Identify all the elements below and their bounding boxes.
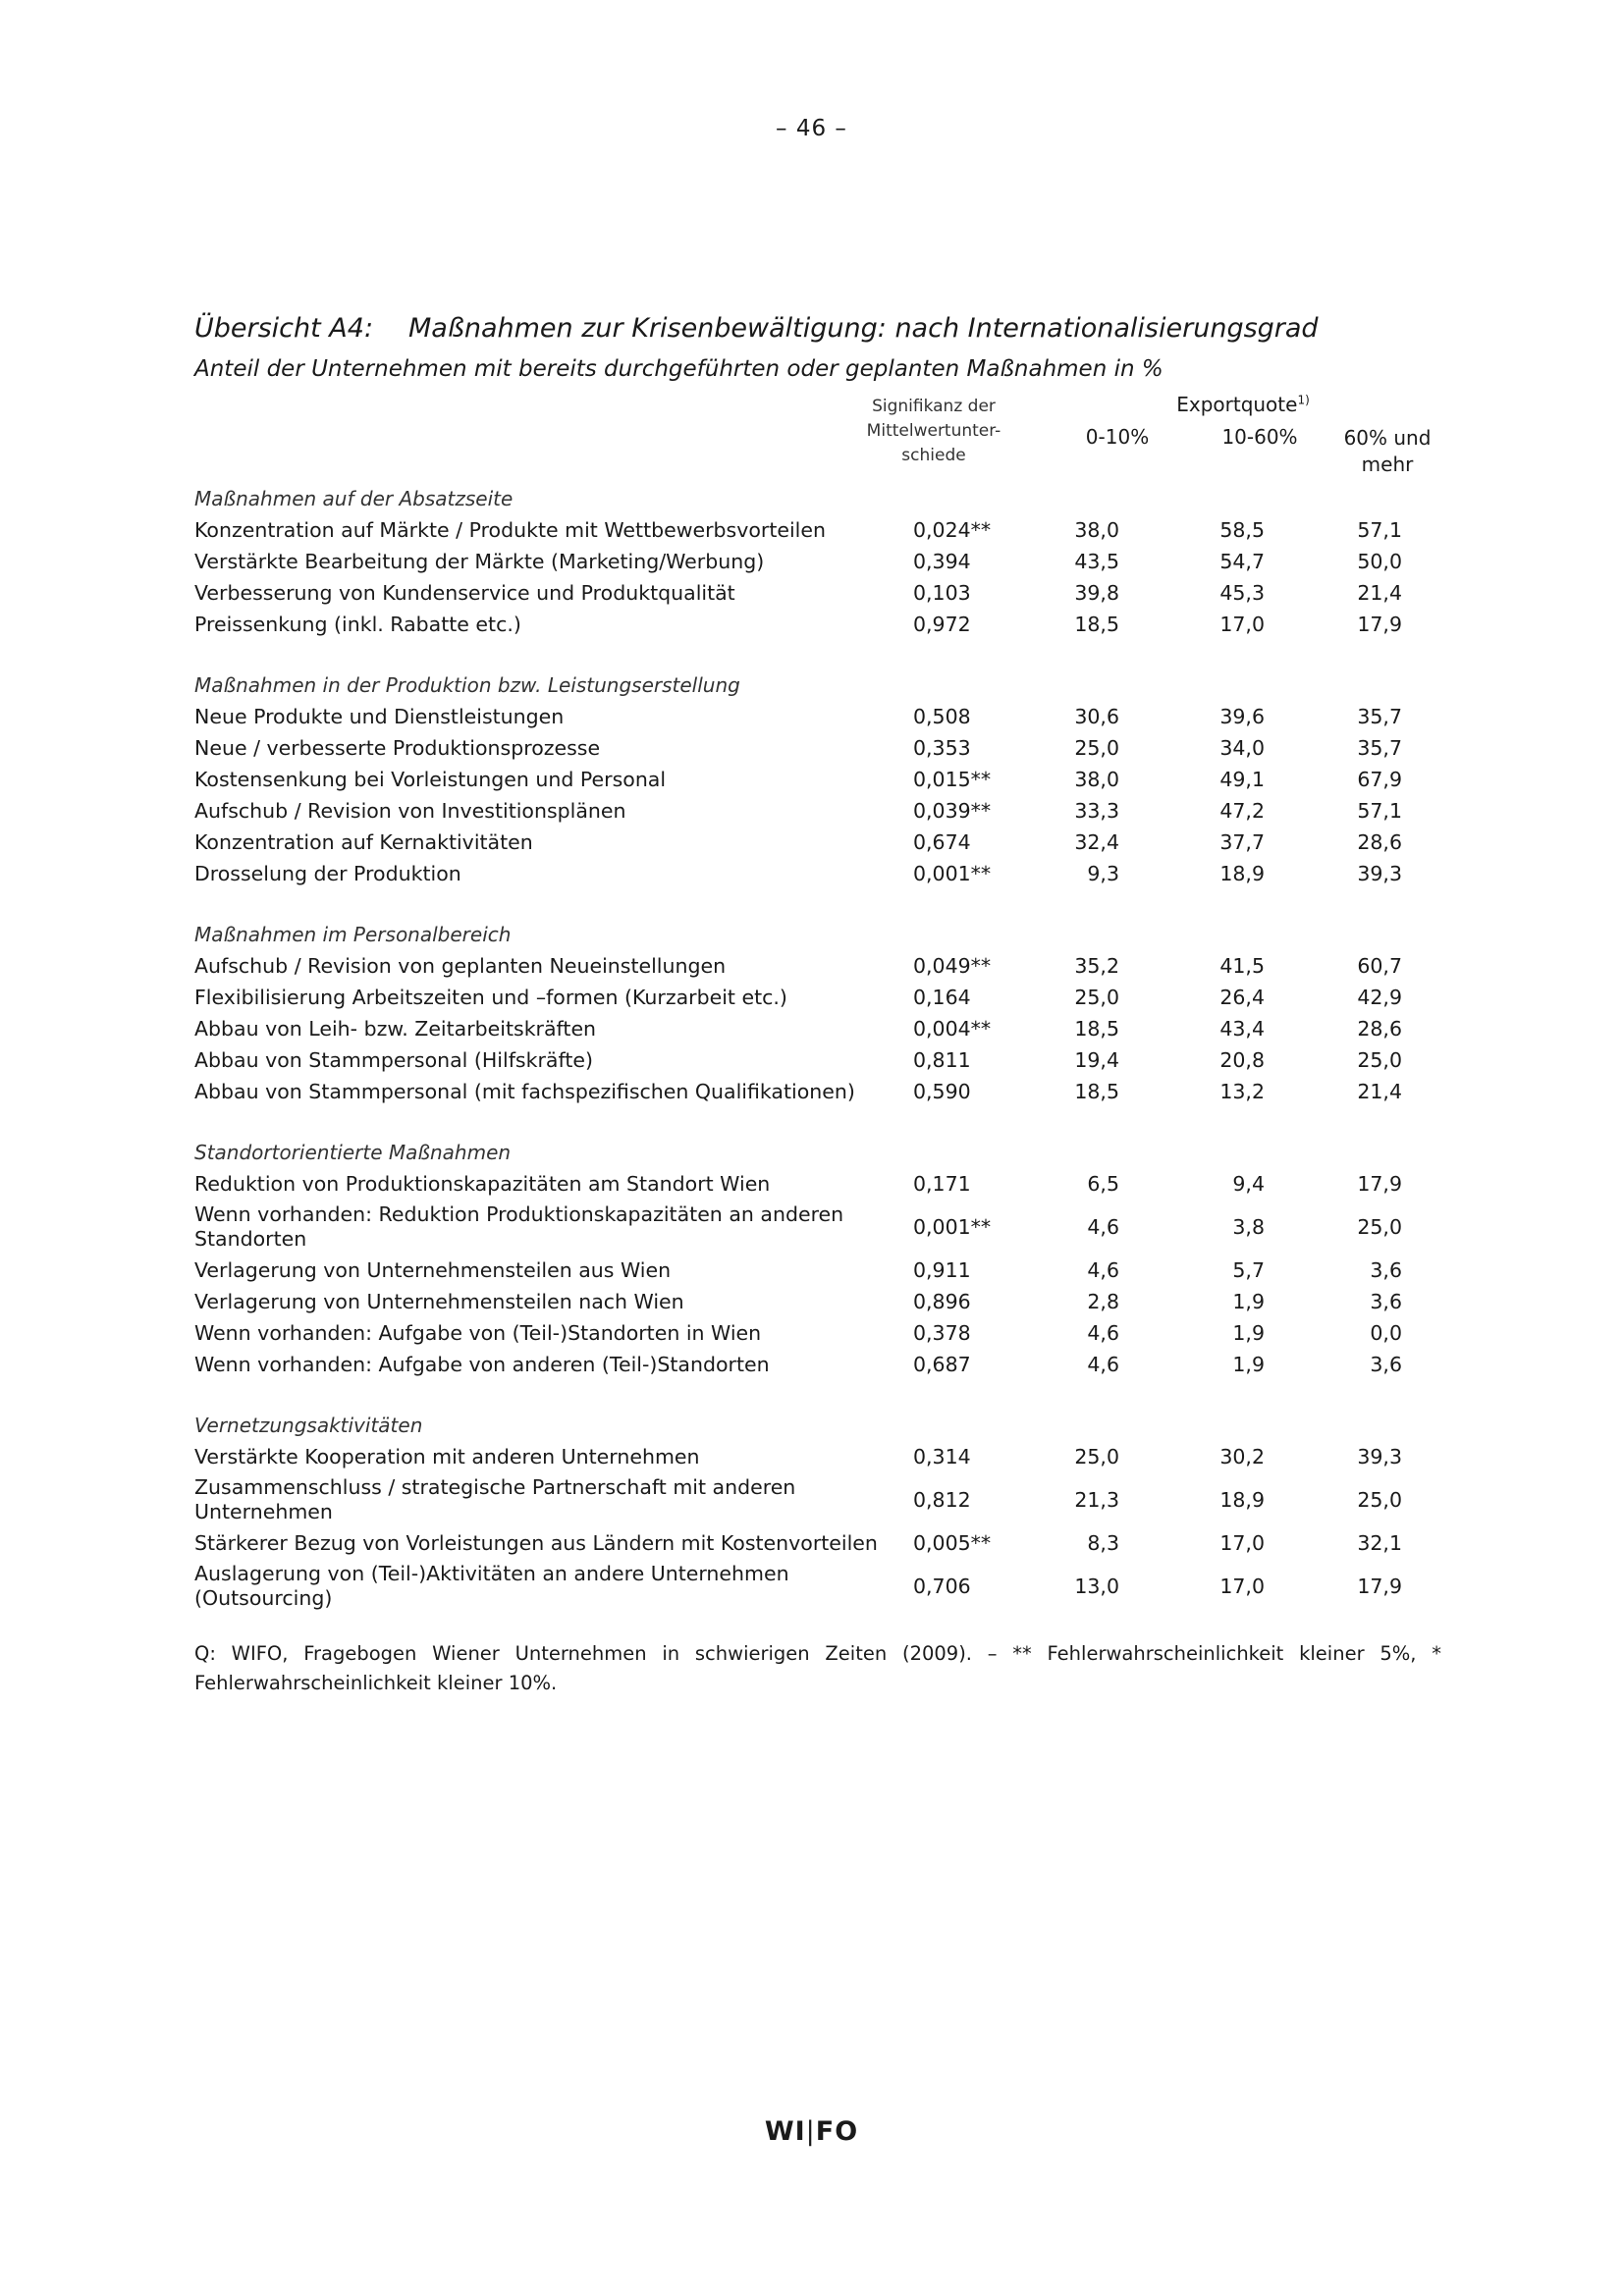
cell-label: Verlagerung von Unternehmensteilen nach Wien xyxy=(194,1289,684,1313)
cell-v3: 67,9 xyxy=(1357,768,1402,791)
table-row xyxy=(194,1349,1441,1380)
cell-v2: 45,3 xyxy=(1219,581,1265,605)
cell-v2: 49,1 xyxy=(1219,768,1265,791)
header-col3-line1: 60% und xyxy=(1343,426,1432,450)
header-export-note: 1) xyxy=(1297,393,1310,407)
section-title: Maßnahmen im Personalbereich xyxy=(194,923,512,946)
table-row xyxy=(194,1255,1441,1286)
table-section xyxy=(194,669,1441,889)
cell-v1: 33,3 xyxy=(1074,799,1119,823)
cell-v2: 39,6 xyxy=(1219,705,1265,728)
cell-sig: 0,812 xyxy=(913,1488,971,1512)
cell-label: Konzentration auf Kernaktivitäten xyxy=(194,829,533,854)
cell-sig: 0,353 xyxy=(913,736,971,760)
header-col2: 10-60% xyxy=(1221,425,1298,449)
logo-right: FO xyxy=(815,2116,859,2147)
table-label: Übersicht A4: xyxy=(194,313,374,344)
cell-v3: 3,6 xyxy=(1370,1290,1402,1313)
header-col1: 0-10% xyxy=(1085,425,1150,449)
cell-v3: 39,3 xyxy=(1357,1445,1402,1468)
cell-v1: 9,3 xyxy=(1087,862,1119,885)
wifo-logo xyxy=(0,2116,1623,2147)
cell-v3: 32,1 xyxy=(1357,1531,1402,1555)
cell-v3: 28,6 xyxy=(1357,1017,1402,1041)
cell-label: Verstärkte Kooperation mit anderen Unternehmen xyxy=(194,1444,700,1468)
cell-label: Aufschub / Revision von geplanten Neueinstellungen xyxy=(194,953,727,978)
cell-v2: 13,2 xyxy=(1219,1080,1265,1103)
cell-v1: 4,6 xyxy=(1087,1353,1119,1376)
cell-label: Verlagerung von Unternehmensteilen aus Wien xyxy=(194,1257,672,1282)
header-sig-line1: Signifikanz der xyxy=(872,397,996,416)
cell-sig: 0,039** xyxy=(913,799,992,823)
table-row xyxy=(194,514,1441,546)
cell-v3: 21,4 xyxy=(1357,1080,1402,1103)
table-body xyxy=(194,483,1441,1614)
table-section xyxy=(194,1410,1441,1614)
cell-label: Abbau von Leih- bzw. Zeitarbeitskräften xyxy=(194,1016,597,1041)
cell-v3: 50,0 xyxy=(1357,550,1402,573)
cell-label: Drosselung der Produktion xyxy=(194,861,461,885)
cell-v3: 17,9 xyxy=(1357,613,1402,636)
cell-v2: 18,9 xyxy=(1219,1488,1265,1512)
cell-v3: 57,1 xyxy=(1357,518,1402,542)
cell-sig: 0,378 xyxy=(913,1321,971,1345)
cell-label: Reduktion von Produktionskapazitäten am Standort Wien xyxy=(194,1171,771,1196)
table-row xyxy=(194,982,1441,1013)
header-sig-line2: Mittelwertunter- xyxy=(866,421,1001,441)
table-row xyxy=(194,546,1441,577)
cell-v3: 3,6 xyxy=(1370,1353,1402,1376)
data-table xyxy=(194,393,1441,1698)
cell-v2: 54,7 xyxy=(1219,550,1265,573)
table-row xyxy=(194,858,1441,889)
cell-v3: 57,1 xyxy=(1357,799,1402,823)
cell-v1: 6,5 xyxy=(1087,1172,1119,1196)
cell-v3: 35,7 xyxy=(1357,736,1402,760)
cell-v2: 26,4 xyxy=(1219,986,1265,1009)
cell-v1: 32,4 xyxy=(1074,830,1119,854)
cell-sig: 0,508 xyxy=(913,705,971,728)
cell-v2: 3,8 xyxy=(1232,1215,1265,1239)
cell-sig: 0,687 xyxy=(913,1353,971,1376)
header-sig-line3: schiede xyxy=(901,446,966,465)
cell-label: Wenn vorhanden: Aufgabe von anderen (Teil-)Standorten xyxy=(194,1352,770,1376)
section-title: Maßnahmen in der Produktion bzw. Leistungserstellung xyxy=(194,673,740,697)
cell-v2: 43,4 xyxy=(1219,1017,1265,1041)
cell-v3: 25,0 xyxy=(1357,1488,1402,1512)
table-row xyxy=(194,1168,1441,1200)
cell-label: Verbesserung von Kundenservice und Produktqualität xyxy=(194,580,735,605)
cell-v3: 0,0 xyxy=(1370,1321,1402,1345)
table-row xyxy=(194,1286,1441,1317)
table-row xyxy=(194,732,1441,764)
cell-v1: 18,5 xyxy=(1074,613,1119,636)
table-row xyxy=(194,577,1441,609)
cell-v3: 17,9 xyxy=(1357,1575,1402,1598)
table-header xyxy=(194,393,1441,483)
table-row xyxy=(194,1317,1441,1349)
cell-label: Abbau von Stammpersonal (mit fachspezifischen Qualifikationen) xyxy=(194,1079,855,1103)
cell-v3: 21,4 xyxy=(1357,581,1402,605)
cell-sig: 0,674 xyxy=(913,830,971,854)
cell-label: Kostensenkung bei Vorleistungen und Personal xyxy=(194,767,667,791)
cell-v2: 41,5 xyxy=(1219,954,1265,978)
header-export xyxy=(1145,393,1341,416)
cell-v3: 3,6 xyxy=(1370,1258,1402,1282)
cell-label: Aufschub / Revision von Investitionsplänen xyxy=(194,798,626,823)
cell-v3: 25,0 xyxy=(1357,1048,1402,1072)
table-row xyxy=(194,1527,1441,1559)
cell-sig: 0,005** xyxy=(913,1531,992,1555)
cell-sig: 0,049** xyxy=(913,954,992,978)
cell-sig: 0,314 xyxy=(913,1445,971,1468)
cell-v1: 18,5 xyxy=(1074,1080,1119,1103)
cell-sig: 0,001** xyxy=(913,1215,992,1239)
table-section xyxy=(194,483,1441,640)
cell-v1: 38,0 xyxy=(1074,768,1119,791)
table-row xyxy=(194,1441,1441,1472)
cell-label: Abbau von Stammpersonal (Hilfskräfte) xyxy=(194,1047,593,1072)
cell-label: Flexibilisierung Arbeitszeiten und –formen (Kurzarbeit etc.) xyxy=(194,985,787,1009)
table-section xyxy=(194,919,1441,1107)
cell-label: Neue Produkte und Dienstleistungen xyxy=(194,704,565,728)
cell-v1: 4,6 xyxy=(1087,1215,1119,1239)
header-col3-line2: mehr xyxy=(1361,453,1414,476)
table-title-text: Maßnahmen zur Krisenbewältigung: nach Internationalisierungsgrad xyxy=(408,313,1319,344)
cell-sig: 0,394 xyxy=(913,550,971,573)
cell-v1: 35,2 xyxy=(1074,954,1119,978)
cell-v2: 37,7 xyxy=(1219,830,1265,854)
table-row xyxy=(194,609,1441,640)
table-row xyxy=(194,1013,1441,1044)
cell-label: Neue / verbesserte Produktionsprozesse xyxy=(194,735,601,760)
cell-v2: 18,9 xyxy=(1219,862,1265,885)
cell-v3: 39,3 xyxy=(1357,862,1402,885)
section-title: Vernetzungsaktivitäten xyxy=(194,1414,423,1437)
cell-v2: 17,0 xyxy=(1219,613,1265,636)
section-title: Standortorientierte Maßnahmen xyxy=(194,1141,512,1164)
cell-sig: 0,015** xyxy=(913,768,992,791)
table-row xyxy=(194,795,1441,827)
cell-label: Wenn vorhanden: Aufgabe von (Teil-)Standorten in Wien xyxy=(194,1320,762,1345)
cell-v2: 17,0 xyxy=(1219,1575,1265,1598)
cell-label: Auslagerung von (Teil-)Aktivitäten an andere Unternehmen (Outsourcing) xyxy=(194,1562,789,1610)
cell-v1: 25,0 xyxy=(1074,1445,1119,1468)
cell-v2: 5,7 xyxy=(1232,1258,1265,1282)
table-row xyxy=(194,764,1441,795)
cell-v1: 30,6 xyxy=(1074,705,1119,728)
logo-separator: | xyxy=(805,2116,816,2147)
cell-v2: 1,9 xyxy=(1232,1321,1265,1345)
footnote: Q: WIFO, Fragebogen Wiener Unternehmen in schwierigen Zeiten (2009). – ** Fehlerwahrscheinlichkeit kleiner 5%, * Fehlerwahrscheinlichkeit kleiner 10%. xyxy=(194,1642,1441,1694)
table-row xyxy=(194,1559,1441,1614)
cell-v3: 17,9 xyxy=(1357,1172,1402,1196)
cell-sig: 0,811 xyxy=(913,1048,971,1072)
cell-label: Verstärkte Bearbeitung der Märkte (Marketing/Werbung) xyxy=(194,549,765,573)
cell-v1: 18,5 xyxy=(1074,1017,1119,1041)
cell-v3: 35,7 xyxy=(1357,705,1402,728)
cell-sig: 0,972 xyxy=(913,613,971,636)
table-row xyxy=(194,1200,1441,1255)
cell-sig: 0,024** xyxy=(913,518,992,542)
cell-label: Wenn vorhanden: Reduktion Produktionskapazitäten an anderen Standorten xyxy=(194,1202,844,1251)
cell-v1: 43,5 xyxy=(1074,550,1119,573)
cell-v2: 17,0 xyxy=(1219,1531,1265,1555)
cell-v3: 42,9 xyxy=(1357,986,1402,1009)
section-title: Maßnahmen auf der Absatzseite xyxy=(194,487,514,510)
cell-label: Preissenkung (inkl. Rabatte etc.) xyxy=(194,612,521,636)
cell-label: Zusammenschluss / strategische Partnerschaft mit anderen Unternehmen xyxy=(194,1475,796,1523)
table-row xyxy=(194,950,1441,982)
cell-sig: 0,164 xyxy=(913,986,971,1009)
cell-sig: 0,004** xyxy=(913,1017,992,1041)
cell-v1: 21,3 xyxy=(1074,1488,1119,1512)
cell-v1: 19,4 xyxy=(1074,1048,1119,1072)
cell-v2: 1,9 xyxy=(1232,1290,1265,1313)
cell-v1: 4,6 xyxy=(1087,1321,1119,1345)
title-block xyxy=(194,312,1441,385)
cell-sig: 0,896 xyxy=(913,1290,971,1313)
cell-v1: 8,3 xyxy=(1087,1531,1119,1555)
table-row xyxy=(194,1472,1441,1527)
table-row xyxy=(194,701,1441,732)
cell-sig: 0,911 xyxy=(913,1258,971,1282)
cell-v1: 25,0 xyxy=(1074,986,1119,1009)
table-row xyxy=(194,1044,1441,1076)
cell-label: Konzentration auf Märkte / Produkte mit Wettbewerbsvorteilen xyxy=(194,517,826,542)
cell-v3: 60,7 xyxy=(1357,954,1402,978)
header-col3 xyxy=(1314,425,1461,478)
cell-v1: 2,8 xyxy=(1087,1290,1119,1313)
cell-v2: 20,8 xyxy=(1219,1048,1265,1072)
cell-v3: 28,6 xyxy=(1357,830,1402,854)
cell-v1: 39,8 xyxy=(1074,581,1119,605)
cell-sig: 0,001** xyxy=(913,862,992,885)
cell-sig: 0,706 xyxy=(913,1575,971,1598)
table-title xyxy=(194,312,1441,346)
cell-sig: 0,171 xyxy=(913,1172,971,1196)
cell-v1: 4,6 xyxy=(1087,1258,1119,1282)
cell-v1: 13,0 xyxy=(1074,1575,1119,1598)
table-row xyxy=(194,1076,1441,1107)
cell-v1: 25,0 xyxy=(1074,736,1119,760)
table-subtitle: Anteil der Unternehmen mit bereits durchgeführten oder geplanten Maßnahmen in % xyxy=(194,356,1163,382)
cell-v1: 38,0 xyxy=(1074,518,1119,542)
table-row xyxy=(194,827,1441,858)
cell-v2: 1,9 xyxy=(1232,1353,1265,1376)
table-section xyxy=(194,1137,1441,1380)
logo-left: WI xyxy=(764,2116,806,2147)
header-export-label: Exportquote xyxy=(1176,393,1298,416)
cell-sig: 0,590 xyxy=(913,1080,971,1103)
cell-label: Stärkerer Bezug von Vorleistungen aus Ländern mit Kostenvorteilen xyxy=(194,1530,878,1555)
cell-v2: 47,2 xyxy=(1219,799,1265,823)
cell-v2: 9,4 xyxy=(1232,1172,1265,1196)
header-significance xyxy=(850,395,1017,468)
cell-sig: 0,103 xyxy=(913,581,971,605)
cell-v2: 34,0 xyxy=(1219,736,1265,760)
cell-v2: 58,5 xyxy=(1219,518,1265,542)
page-number: – 46 – xyxy=(776,116,847,141)
cell-v2: 30,2 xyxy=(1219,1445,1265,1468)
cell-v3: 25,0 xyxy=(1357,1215,1402,1239)
